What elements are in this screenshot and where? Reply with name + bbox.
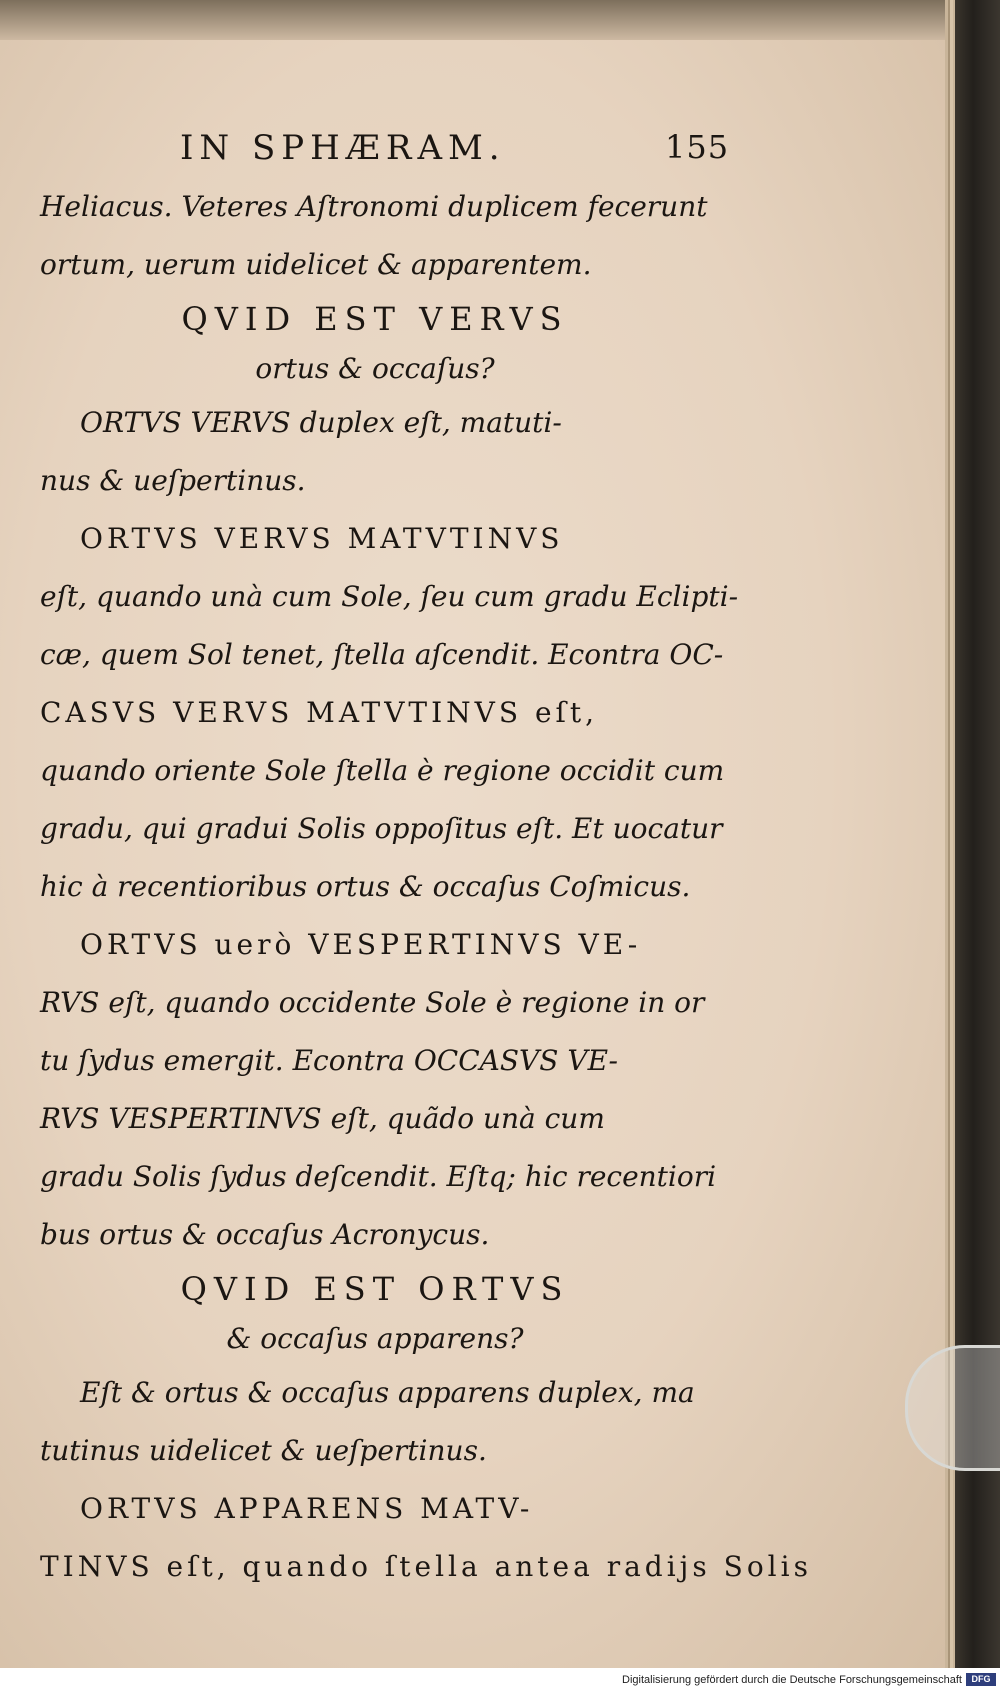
question-title: QVID EST VERVS [181, 300, 569, 338]
question-subtitle: & occaſus apparens? [226, 1322, 524, 1355]
page-number: 155 [665, 128, 730, 166]
text-line: Heliacus. Veteres Aſtronomi duplicem fecerunt [40, 190, 708, 223]
running-head: IN SPHÆRAM. [180, 128, 506, 168]
question-title: QVID EST ORTVS [180, 1270, 570, 1308]
text-line: gradu Solis ſydus deſcendit. Eſtq; hic recentiori [40, 1160, 717, 1193]
digitization-footer [0, 1668, 1000, 1692]
dfg-logo: DFG [966, 1673, 996, 1686]
text-line: cæ, quem Sol tenet, ſtella aſcendit. Econtra OC- [40, 638, 724, 671]
page-top-shadow [0, 0, 945, 40]
text-line: nus & ueſpertinus. [40, 464, 306, 497]
text-line: gradu, qui gradui Solis oppoſitus eſt. Et uocatur [40, 812, 723, 845]
text-line: ORTVS uerò VESPERTINVS VE- [80, 928, 642, 961]
text-line: eſt, quando unà cum Sole, ſeu cum gradu Eclipti- [40, 580, 739, 613]
text-line: TINVS eſt, quando ſtella antea radijs Solis [40, 1550, 812, 1583]
text-line: RVS VESPERTINVS eſt, quãdo unà cum [40, 1102, 605, 1135]
text-line: CASVS VERVS MATVTINVS eſt, [40, 696, 599, 729]
text-line: ortum, uerum uidelicet & apparentem. [40, 248, 592, 281]
question-subtitle: ortus & occaſus? [255, 352, 495, 385]
text-line: hic à recentioribus ortus & occaſus Coſmicus. [40, 870, 691, 903]
text-line: ORTVS VERVS MATVTINVS [80, 522, 564, 555]
page-header [40, 128, 730, 178]
text-line: bus ortus & occaſus Acronycus. [40, 1218, 490, 1251]
text-line: quando oriente Sole ſtella è regione occidit cum [40, 754, 725, 787]
question-heading [40, 294, 710, 394]
question-heading [40, 1264, 710, 1364]
funding-credit: Digitalisierung gefördert durch die Deutsche Forschungsgemeinschaft [622, 1674, 962, 1686]
page-text [40, 128, 812, 1596]
text-line: tu ſydus emergit. Econtra OCCASVS VE- [40, 1044, 618, 1077]
text-line: RVS eſt, quando occidente Sole è regione in or [40, 986, 705, 1019]
text-line: ORTVS APPARENS MATV- [80, 1492, 534, 1525]
text-line: tutinus uidelicet & ueſpertinus. [40, 1434, 487, 1467]
text-line: Eſt & ortus & occaſus apparens duplex, ma [80, 1376, 695, 1409]
text-line: ORTVS VERVS duplex eſt, matuti- [80, 406, 562, 439]
